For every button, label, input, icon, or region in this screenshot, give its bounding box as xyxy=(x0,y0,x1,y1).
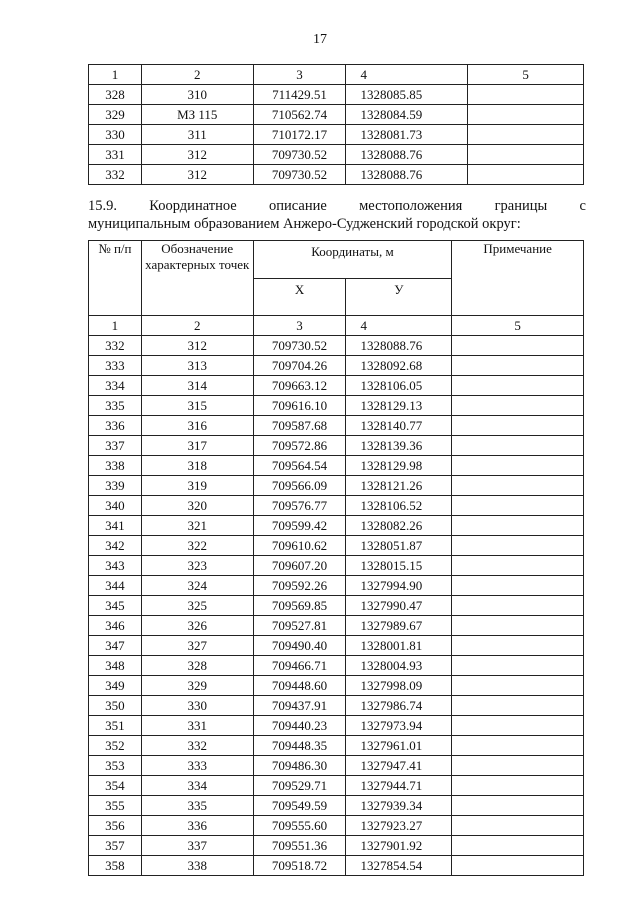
table-cell: 1328085.85 xyxy=(346,85,468,105)
table-row xyxy=(89,836,584,856)
table-header-row xyxy=(89,65,584,85)
table-cell: 2 xyxy=(141,316,253,336)
table-cell: 1327923.27 xyxy=(346,816,452,836)
table-cell xyxy=(452,476,584,496)
table-cell: 1327944.71 xyxy=(346,776,452,796)
table-cell: 709555.60 xyxy=(253,816,346,836)
table-cell: 1328121.26 xyxy=(346,476,452,496)
table-cell: 327 xyxy=(141,636,253,656)
table-cell: 334 xyxy=(141,776,253,796)
table-cell: 709610.62 xyxy=(253,536,346,556)
table-cell: 1328004.93 xyxy=(346,656,452,676)
table-cell: 357 xyxy=(89,836,142,856)
table-cell: 320 xyxy=(141,496,253,516)
table-row xyxy=(89,516,584,536)
table-cell: 709466.71 xyxy=(253,656,346,676)
table-cell: 1327990.47 xyxy=(346,596,452,616)
table-cell: 709663.12 xyxy=(253,376,346,396)
table-cell: 1327989.67 xyxy=(346,616,452,636)
table-cell: 1 xyxy=(89,316,142,336)
table-cell: 4 xyxy=(346,65,468,85)
table-cell xyxy=(452,516,584,536)
table-cell: 709440.23 xyxy=(253,716,346,736)
table-cell: 335 xyxy=(141,796,253,816)
table-cell: 323 xyxy=(141,556,253,576)
table-cell: 333 xyxy=(89,356,142,376)
table-cell: 709566.09 xyxy=(253,476,346,496)
table-cell: 336 xyxy=(141,816,253,836)
table-cell: 340 xyxy=(89,496,142,516)
table-cell: 335 xyxy=(89,396,142,416)
page-number: 17 xyxy=(313,32,327,47)
table-cell: 709704.26 xyxy=(253,356,346,376)
table-cell: 1327854.54 xyxy=(346,856,452,876)
table-cell xyxy=(468,85,584,105)
table-cell xyxy=(468,105,584,125)
table1-body xyxy=(89,65,584,185)
table-row xyxy=(89,476,584,496)
table-cell xyxy=(452,456,584,476)
table-cell xyxy=(468,125,584,145)
table-cell: 312 xyxy=(141,145,253,165)
table-cell: 3 xyxy=(253,316,346,336)
table-cell: 342 xyxy=(89,536,142,556)
table-cell: 328 xyxy=(89,85,142,105)
table-cell: 1328081.73 xyxy=(346,125,468,145)
table-cell: 331 xyxy=(89,145,142,165)
table-cell: 349 xyxy=(89,676,142,696)
table-cell: 338 xyxy=(89,456,142,476)
table-cell: 1328051.87 xyxy=(346,536,452,556)
table-cell: 710562.74 xyxy=(253,105,346,125)
table-cell: 312 xyxy=(141,165,253,185)
table-cell: 1328084.59 xyxy=(346,105,468,125)
table-cell: 319 xyxy=(141,476,253,496)
table-row xyxy=(89,576,584,596)
header-x: Х xyxy=(253,278,346,316)
section-heading-line1: 15.9. Координатное описание местоположения границы с xyxy=(88,198,586,214)
table-row xyxy=(89,496,584,516)
table-cell: 5 xyxy=(452,316,584,336)
table-cell: 352 xyxy=(89,736,142,756)
table-cell: 350 xyxy=(89,696,142,716)
table-cell xyxy=(452,656,584,676)
table-row xyxy=(89,696,584,716)
header-number: № п/п xyxy=(89,241,142,316)
table-cell: 1328088.76 xyxy=(346,336,452,356)
table-cell: 353 xyxy=(89,756,142,776)
table-cell: 1328139.36 xyxy=(346,436,452,456)
header-y: У xyxy=(346,278,452,316)
table-cell: 338 xyxy=(141,856,253,876)
table-cell: 330 xyxy=(141,696,253,716)
table-cell: 709607.20 xyxy=(253,556,346,576)
table-cell: 331 xyxy=(141,716,253,736)
table-cell xyxy=(452,536,584,556)
table-row xyxy=(89,736,584,756)
table-cell: 339 xyxy=(89,476,142,496)
table-cell: 1327901.92 xyxy=(346,836,452,856)
table-cell: 329 xyxy=(141,676,253,696)
header-coordinates: Координаты, м xyxy=(253,241,452,279)
table-cell: 344 xyxy=(89,576,142,596)
table-cell: 332 xyxy=(89,165,142,185)
table-cell: 709490.40 xyxy=(253,636,346,656)
table-cell: 321 xyxy=(141,516,253,536)
table-cell xyxy=(452,416,584,436)
table-row xyxy=(89,716,584,736)
table-index-row xyxy=(89,316,584,336)
table-row xyxy=(89,656,584,676)
table-cell: 313 xyxy=(141,356,253,376)
table-cell: 325 xyxy=(141,596,253,616)
table-cell: 709551.36 xyxy=(253,836,346,856)
table-cell xyxy=(452,596,584,616)
table-cell: 322 xyxy=(141,536,253,556)
table-cell: 709599.42 xyxy=(253,516,346,536)
table-cell: 1328001.81 xyxy=(346,636,452,656)
table-cell: 709518.72 xyxy=(253,856,346,876)
table-row xyxy=(89,816,584,836)
table-cell: 709572.86 xyxy=(253,436,346,456)
table-cell xyxy=(452,796,584,816)
table-cell: 709730.52 xyxy=(253,145,346,165)
table-cell: 709569.85 xyxy=(253,596,346,616)
table-cell: 711429.51 xyxy=(253,85,346,105)
table-cell: 1327961.01 xyxy=(346,736,452,756)
table-cell xyxy=(452,636,584,656)
section-heading-line2: муниципальным образованием Анжеро-Судженский городской округ: xyxy=(88,216,521,232)
table-row xyxy=(89,145,584,165)
table-cell: 1328082.26 xyxy=(346,516,452,536)
table-cell xyxy=(452,716,584,736)
table-cell: 332 xyxy=(89,336,142,356)
table-cell: 326 xyxy=(141,616,253,636)
table-cell: 354 xyxy=(89,776,142,796)
table-cell: 1 xyxy=(89,65,142,85)
table-cell: 310 xyxy=(141,85,253,105)
table-cell: 1328140.77 xyxy=(346,416,452,436)
table-cell: 336 xyxy=(89,416,142,436)
table-row xyxy=(89,416,584,436)
table-cell xyxy=(452,816,584,836)
table-cell xyxy=(468,165,584,185)
table-cell: 709616.10 xyxy=(253,396,346,416)
table-cell: 356 xyxy=(89,816,142,836)
table-cell: 355 xyxy=(89,796,142,816)
table-cell xyxy=(452,756,584,776)
table-cell: 4 xyxy=(346,316,452,336)
table-row xyxy=(89,676,584,696)
table-cell: 709549.59 xyxy=(253,796,346,816)
coordinates-table-continued xyxy=(88,64,584,185)
table-cell: 709437.91 xyxy=(253,696,346,716)
table-cell: 709448.60 xyxy=(253,676,346,696)
table-row xyxy=(89,556,584,576)
table-cell xyxy=(452,776,584,796)
table-row xyxy=(89,856,584,876)
table-cell: 709448.35 xyxy=(253,736,346,756)
table-cell: 347 xyxy=(89,636,142,656)
table-cell: 3 xyxy=(253,65,346,85)
table-cell: 329 xyxy=(89,105,142,125)
table-cell: МЗ 115 xyxy=(141,105,253,125)
table-cell xyxy=(452,396,584,416)
table-cell xyxy=(452,556,584,576)
table-cell: 1327998.09 xyxy=(346,676,452,696)
table-row xyxy=(89,756,584,776)
table-cell: 324 xyxy=(141,576,253,596)
table-cell: 1327986.74 xyxy=(346,696,452,716)
table-row xyxy=(89,396,584,416)
table-cell: 709529.71 xyxy=(253,776,346,796)
table-cell: 328 xyxy=(141,656,253,676)
table-row xyxy=(89,436,584,456)
table-cell: 1328129.13 xyxy=(346,396,452,416)
table-cell: 1327939.34 xyxy=(346,796,452,816)
table-cell: 709564.54 xyxy=(253,456,346,476)
table-cell: 333 xyxy=(141,756,253,776)
table-cell: 2 xyxy=(141,65,253,85)
table-cell: 709587.68 xyxy=(253,416,346,436)
table-cell: 709592.26 xyxy=(253,576,346,596)
table-cell: 341 xyxy=(89,516,142,536)
table-cell: 346 xyxy=(89,616,142,636)
table-cell xyxy=(452,496,584,516)
table-cell: 332 xyxy=(141,736,253,756)
table-cell: 1328092.68 xyxy=(346,356,452,376)
table-cell: 709486.30 xyxy=(253,756,346,776)
table-cell xyxy=(468,145,584,165)
table-row xyxy=(89,85,584,105)
table-cell: 1327947.41 xyxy=(346,756,452,776)
table-cell: 709576.77 xyxy=(253,496,346,516)
table-cell xyxy=(452,576,584,596)
table-cell xyxy=(452,616,584,636)
table-cell: 709730.52 xyxy=(253,165,346,185)
table-row xyxy=(89,536,584,556)
table-cell: 334 xyxy=(89,376,142,396)
table-cell xyxy=(452,676,584,696)
table-cell: 348 xyxy=(89,656,142,676)
table-cell: 318 xyxy=(141,456,253,476)
table-cell: 5 xyxy=(468,65,584,85)
table2-body xyxy=(89,241,584,876)
table-cell: 330 xyxy=(89,125,142,145)
table-cell: 1327973.94 xyxy=(346,716,452,736)
table-cell: 316 xyxy=(141,416,253,436)
table-row xyxy=(89,336,584,356)
table-cell: 1327994.90 xyxy=(346,576,452,596)
table-cell: 351 xyxy=(89,716,142,736)
table-row xyxy=(89,616,584,636)
table-cell xyxy=(452,356,584,376)
table-cell: 314 xyxy=(141,376,253,396)
boundary-coordinates-table xyxy=(88,240,584,876)
table-cell: 315 xyxy=(141,396,253,416)
table-cell: 337 xyxy=(89,436,142,456)
table-row xyxy=(89,796,584,816)
table-row xyxy=(89,105,584,125)
table-cell: 1328088.76 xyxy=(346,165,468,185)
table-cell: 317 xyxy=(141,436,253,456)
table-cell: 311 xyxy=(141,125,253,145)
table-cell xyxy=(452,436,584,456)
table-row xyxy=(89,376,584,396)
header-designation: Обозначение характерных точек xyxy=(141,241,253,316)
table-cell xyxy=(452,856,584,876)
table-cell: 709527.81 xyxy=(253,616,346,636)
table-cell: 343 xyxy=(89,556,142,576)
table-cell: 345 xyxy=(89,596,142,616)
table-cell: 337 xyxy=(141,836,253,856)
table-cell: 312 xyxy=(141,336,253,356)
table-row xyxy=(89,596,584,616)
table-cell: 1328015.15 xyxy=(346,556,452,576)
table-row xyxy=(89,356,584,376)
table-cell xyxy=(452,376,584,396)
table-row xyxy=(89,776,584,796)
table-cell: 1328106.52 xyxy=(346,496,452,516)
table-cell xyxy=(452,696,584,716)
table-cell xyxy=(452,736,584,756)
header-note: Примечание xyxy=(452,241,584,316)
table-cell: 710172.17 xyxy=(253,125,346,145)
table-cell: 1328088.76 xyxy=(346,145,468,165)
table-row xyxy=(89,456,584,476)
table-row xyxy=(89,125,584,145)
table-cell xyxy=(452,836,584,856)
table-cell: 1328129.98 xyxy=(346,456,452,476)
table-cell xyxy=(452,336,584,356)
table-row xyxy=(89,636,584,656)
table-cell: 358 xyxy=(89,856,142,876)
table-cell: 709730.52 xyxy=(253,336,346,356)
table-row xyxy=(89,165,584,185)
table-cell: 1328106.05 xyxy=(346,376,452,396)
